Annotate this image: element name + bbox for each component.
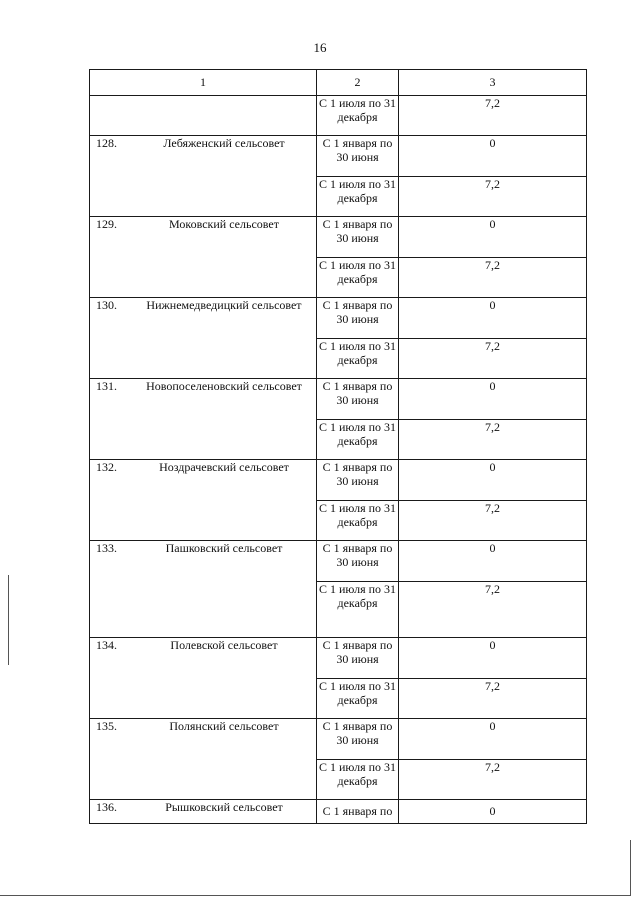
- period-cell: С 1 января по 30 июня: [317, 217, 399, 258]
- continuation-row: [90, 96, 587, 136]
- table-row: [90, 379, 587, 420]
- municipality-name: Новопоселеновский сельсовет: [146, 379, 302, 393]
- municipality-name: Моковский сельсовет: [169, 217, 279, 231]
- value-cell: 0: [399, 719, 587, 760]
- column-header-2: 2: [317, 70, 399, 96]
- municipality-cell: [90, 541, 317, 638]
- row-number: 128.: [96, 136, 117, 150]
- table-row-last: [90, 800, 587, 824]
- table-body: [90, 96, 587, 824]
- value-cell: 0: [399, 217, 587, 258]
- scan-edge-line-left: [8, 575, 9, 665]
- period-cell: С 1 января по 30 июня: [317, 136, 399, 177]
- period-cell: С 1 января по 30 июня: [317, 379, 399, 420]
- period-cell: С 1 января по 30 июня: [317, 638, 399, 679]
- page-number: 16: [313, 40, 327, 55]
- municipality-cell: [90, 217, 317, 298]
- column-header-1: 1: [90, 70, 317, 96]
- municipality-cell: [90, 136, 317, 217]
- municipality-name: Полянский сельсовет: [169, 719, 279, 733]
- period-cell: С 1 января по 30 июня: [317, 719, 399, 760]
- value-cell: 7,2: [399, 339, 587, 379]
- table-row: [90, 719, 587, 760]
- municipality-name: Рышковский сельсовет: [165, 800, 283, 814]
- tariff-table: [89, 69, 587, 824]
- municipality-cell: [90, 460, 317, 541]
- period-cell: С 1 июля по 31 декабря: [317, 582, 399, 638]
- value-cell: 0: [399, 298, 587, 339]
- row-number: 135.: [96, 719, 117, 733]
- municipality-cell: [90, 298, 317, 379]
- municipality-name: Полевской сельсовет: [170, 638, 278, 652]
- table-row: [90, 638, 587, 679]
- value-cell: 0: [399, 379, 587, 420]
- period-cell: С 1 июля по 31 декабря: [317, 258, 399, 298]
- scan-edge-line-right: [630, 840, 631, 896]
- value-cell: 7,2: [399, 420, 587, 460]
- period-cell: С 1 июля по 31 декабря: [317, 679, 399, 719]
- municipality-cell: [90, 638, 317, 719]
- table-row: [90, 298, 587, 339]
- value-cell: 0: [399, 638, 587, 679]
- municipality-name: Пашковский сельсовет: [165, 541, 283, 555]
- period-cell: С 1 июля по 31 декабря: [317, 760, 399, 800]
- period-cell: С 1 июля по 31 декабря: [317, 501, 399, 541]
- period-cell: С 1 января по 30 июня: [317, 298, 399, 339]
- value-cell: 7,2: [399, 501, 587, 541]
- period-cell: С 1 июля по 31 декабря: [317, 420, 399, 460]
- value-cell: 0: [399, 800, 587, 824]
- period-cell: С 1 июля по 31 декабря: [317, 339, 399, 379]
- municipality-cell: [90, 379, 317, 460]
- period-cell: С 1 января по 30 июня: [317, 541, 399, 582]
- value-cell: 7,2: [399, 582, 587, 638]
- value-cell: 7,2: [399, 258, 587, 298]
- row-number: 131.: [96, 379, 117, 393]
- table-row: [90, 460, 587, 501]
- column-header-3: 3: [399, 70, 587, 96]
- table-row: [90, 136, 587, 177]
- period-cell: С 1 января по 30 июня: [317, 460, 399, 501]
- value-cell: 7,2: [399, 177, 587, 217]
- municipality-name: Ноздрачевский сельсовет: [159, 460, 289, 474]
- municipality-name: Нижнемедведицкий сельсовет: [146, 298, 302, 312]
- municipality-cell: [90, 719, 317, 800]
- value-cell: 7,2: [399, 96, 587, 136]
- value-cell: 0: [399, 136, 587, 177]
- row-number: 129.: [96, 217, 117, 231]
- table-row: [90, 217, 587, 258]
- row-number: 132.: [96, 460, 117, 474]
- row-number: 134.: [96, 638, 117, 652]
- value-cell: 0: [399, 460, 587, 501]
- row-number: 136.: [96, 800, 117, 814]
- value-cell: 7,2: [399, 679, 587, 719]
- period-cell: С 1 июля по 31 декабря: [317, 96, 399, 136]
- row-number: 130.: [96, 298, 117, 312]
- table-row: [90, 541, 587, 582]
- table-header-row: [90, 70, 587, 96]
- scan-edge-line-bottom: [0, 895, 630, 896]
- period-cell: С 1 июля по 31 декабря: [317, 177, 399, 217]
- municipality-name: Лебяженский сельсовет: [163, 136, 285, 150]
- row-number: 133.: [96, 541, 117, 555]
- value-cell: 0: [399, 541, 587, 582]
- municipality-cell: [90, 800, 317, 824]
- value-cell: 7,2: [399, 760, 587, 800]
- period-cell: С 1 января по: [317, 800, 399, 824]
- empty-name-cell: [90, 96, 317, 136]
